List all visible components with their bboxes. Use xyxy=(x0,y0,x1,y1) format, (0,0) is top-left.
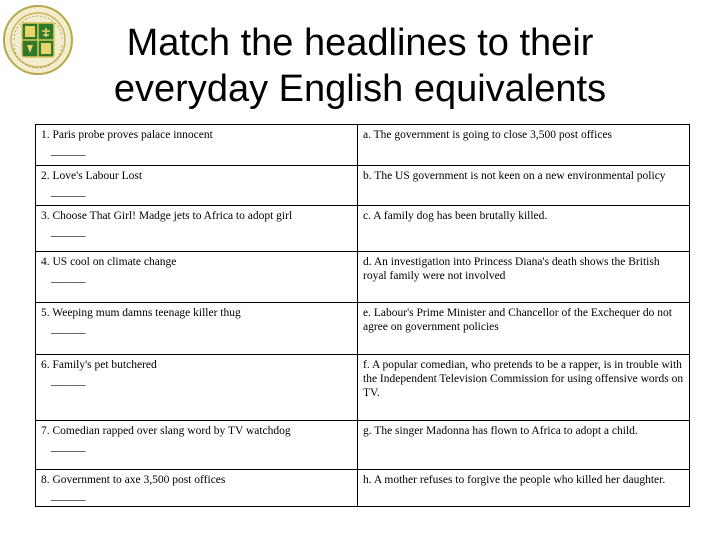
headline-cell xyxy=(36,421,358,470)
equivalent-cell xyxy=(358,421,690,470)
equivalent-cell xyxy=(358,470,690,507)
headline-cell xyxy=(36,125,358,166)
equivalent-text: c. A family dog has been brutally killed. xyxy=(363,210,548,222)
headline-cell xyxy=(36,166,358,206)
answer-blank: ______ xyxy=(51,186,86,198)
equivalent-text: h. A mother refuses to forgive the people who killed her daughter. xyxy=(363,474,666,486)
school-crest-logo xyxy=(2,4,74,76)
equivalent-text: a. The government is going to close 3,500 post offices xyxy=(363,129,613,141)
headline-text: 3. Choose That Girl! Madge jets to Africa to adopt girl xyxy=(41,210,293,222)
answer-blank: ______ xyxy=(51,145,86,157)
matching-table xyxy=(35,124,690,507)
answer-blank: ______ xyxy=(51,375,86,387)
headline-text: 7. Comedian rapped over slang word by TV watchdog xyxy=(41,425,291,437)
headline-cell xyxy=(36,303,358,355)
equivalent-text: d. An investigation into Princess Diana's death shows the British royal family were not involved xyxy=(363,256,660,282)
headline-text: 1. Paris probe proves palace innocent xyxy=(41,129,213,141)
answer-blank: ______ xyxy=(51,490,86,502)
equivalent-text: f. A popular comedian, who pretends to be a rapper, is in trouble with the Independent Television Commission for using offensive words on TV. xyxy=(363,359,684,399)
answer-blank: ______ xyxy=(51,323,86,335)
page-title-line-2: everyday English equivalents xyxy=(113,68,607,110)
table-row xyxy=(36,421,690,470)
headline-text: 4. US cool on climate change xyxy=(41,256,177,268)
table-row xyxy=(36,166,690,206)
table-row xyxy=(36,206,690,252)
answer-blank: ______ xyxy=(51,226,86,238)
headline-cell xyxy=(36,355,358,421)
headline-cell xyxy=(36,470,358,507)
headline-text: 5. Weeping mum damns teenage killer thug xyxy=(41,307,241,319)
equivalent-cell xyxy=(358,166,690,206)
table-row xyxy=(36,303,690,355)
answer-blank: ______ xyxy=(51,272,86,284)
equivalent-cell xyxy=(358,206,690,252)
headline-text: 8. Government to axe 3,500 post offices xyxy=(41,474,226,486)
table-row xyxy=(36,125,690,166)
headline-cell xyxy=(36,206,358,252)
table-row xyxy=(36,470,690,507)
equivalent-cell xyxy=(358,303,690,355)
page-title-line-1: Match the headlines to their xyxy=(126,22,594,64)
answer-blank: ______ xyxy=(51,441,86,453)
headline-text: 2. Love's Labour Lost xyxy=(41,170,143,182)
page-title xyxy=(80,20,640,112)
equivalent-cell xyxy=(358,252,690,303)
table-row xyxy=(36,355,690,421)
headline-cell xyxy=(36,252,358,303)
headline-text: 6. Family's pet butchered xyxy=(41,359,157,371)
crest-emblem-icon xyxy=(2,4,74,76)
equivalent-cell xyxy=(358,355,690,421)
equivalent-text: e. Labour's Prime Minister and Chancellor of the Exchequer do not agree on government policies xyxy=(363,307,672,333)
equivalent-cell xyxy=(358,125,690,166)
equivalent-text: b. The US government is not keen on a new environmental policy xyxy=(363,170,666,182)
equivalent-text: g. The singer Madonna has flown to Africa to adopt a child. xyxy=(363,425,638,437)
table-row xyxy=(36,252,690,303)
